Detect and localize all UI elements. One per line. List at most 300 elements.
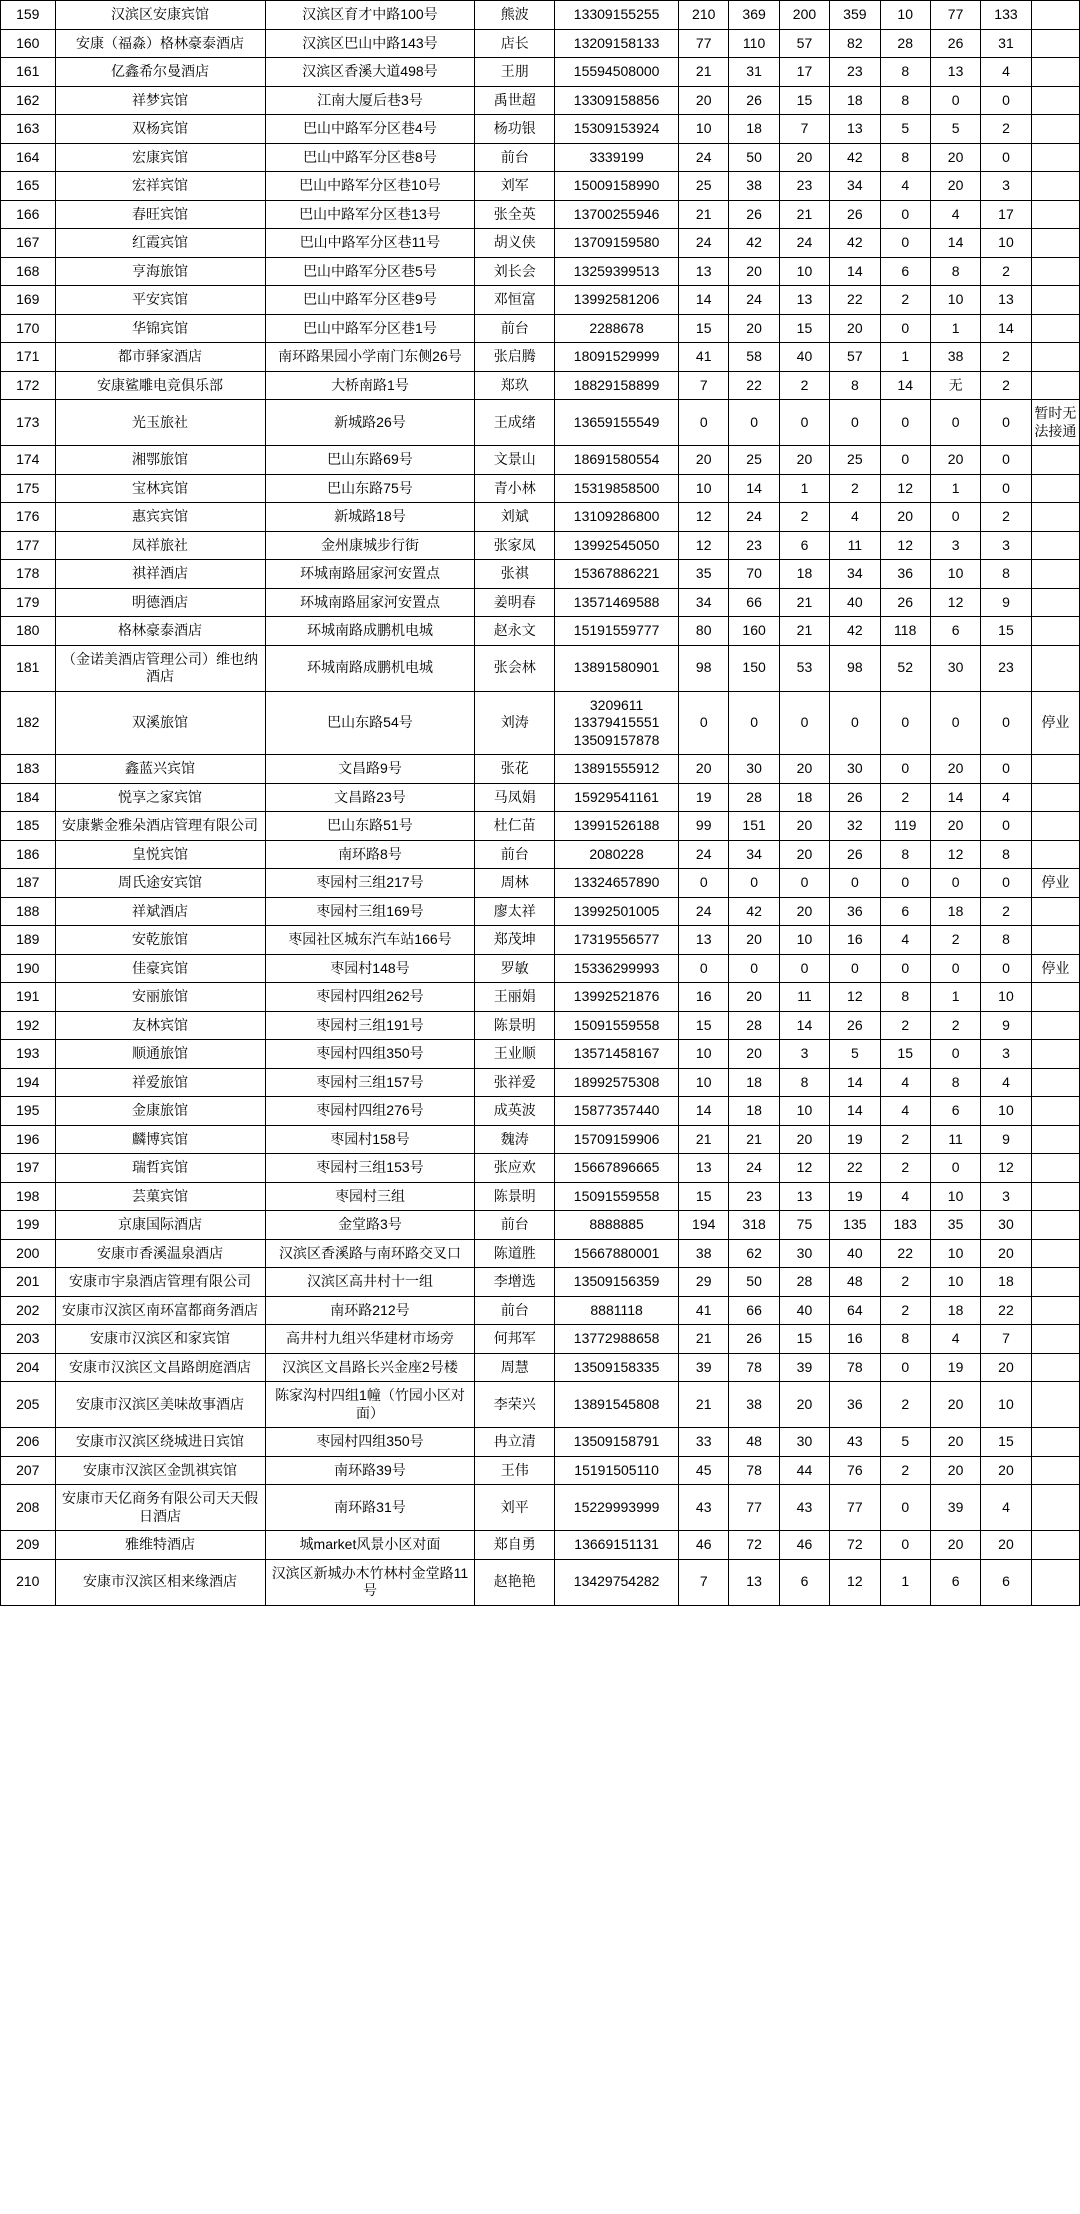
hotel-name: 惠宾宾馆: [55, 503, 265, 532]
metric-2: 0: [729, 400, 779, 446]
contact-phone: 13992501005: [555, 897, 679, 926]
contact-phone: 15709159906: [555, 1125, 679, 1154]
metric-5: 8: [880, 983, 930, 1012]
contact-phone: 13429754282: [555, 1559, 679, 1605]
hotel-address: 巴山东路75号: [265, 474, 475, 503]
hotel-name: 皇悦宾馆: [55, 840, 265, 869]
metric-4: 14: [830, 257, 880, 286]
row-index: 197: [1, 1154, 56, 1183]
contact-person: 陈道胜: [475, 1239, 555, 1268]
metric-3: 200: [779, 1, 829, 30]
hotel-name: 安康市汉滨区文昌路朗庭酒店: [55, 1353, 265, 1382]
metric-3: 23: [779, 172, 829, 201]
metric-7: 0: [981, 755, 1031, 784]
contact-person: 刘涛: [475, 691, 555, 755]
hotel-address: 巴山东路54号: [265, 691, 475, 755]
remark: [1031, 1559, 1079, 1605]
row-index: 200: [1, 1239, 56, 1268]
contact-phone: 13709159580: [555, 229, 679, 258]
row-index: 194: [1, 1068, 56, 1097]
metric-4: 0: [830, 954, 880, 983]
metric-6: 14: [930, 229, 980, 258]
metric-3: 43: [779, 1485, 829, 1531]
contact-phone: 13571469588: [555, 588, 679, 617]
metric-7: 9: [981, 588, 1031, 617]
row-index: 195: [1, 1097, 56, 1126]
metric-7: 8: [981, 840, 1031, 869]
metric-4: 43: [830, 1428, 880, 1457]
metric-6: 4: [930, 200, 980, 229]
metric-2: 26: [729, 86, 779, 115]
metric-1: 21: [679, 200, 729, 229]
table-row: [1, 1456, 1080, 1485]
hotel-name: 祥斌酒店: [55, 897, 265, 926]
metric-1: 21: [679, 58, 729, 87]
hotel-address: 城market风景小区对面: [265, 1531, 475, 1560]
metric-3: 10: [779, 926, 829, 955]
row-index: 169: [1, 286, 56, 315]
row-index: 171: [1, 343, 56, 372]
metric-2: 20: [729, 257, 779, 286]
metric-2: 66: [729, 588, 779, 617]
metric-2: 70: [729, 560, 779, 589]
metric-3: 0: [779, 954, 829, 983]
metric-7: 8: [981, 560, 1031, 589]
metric-5: 0: [880, 400, 930, 446]
contact-person: 陈景明: [475, 1182, 555, 1211]
metric-2: 25: [729, 446, 779, 475]
metric-3: 7: [779, 115, 829, 144]
metric-4: 82: [830, 29, 880, 58]
metric-4: 26: [830, 1011, 880, 1040]
row-index: 175: [1, 474, 56, 503]
metric-1: 19: [679, 783, 729, 812]
remark: [1031, 531, 1079, 560]
metric-4: 135: [830, 1211, 880, 1240]
table-row: [1, 926, 1080, 955]
row-index: 163: [1, 115, 56, 144]
metric-5: 0: [880, 446, 930, 475]
table-row: [1, 1531, 1080, 1560]
hotel-name: 安丽旅馆: [55, 983, 265, 1012]
remark: [1031, 812, 1079, 841]
metric-6: 14: [930, 783, 980, 812]
contact-person: 李荣兴: [475, 1382, 555, 1428]
metric-2: 24: [729, 1154, 779, 1183]
contact-phone: 3339199: [555, 143, 679, 172]
hotel-name: 佳豪宾馆: [55, 954, 265, 983]
hotel-address: 巴山中路军分区巷1号: [265, 314, 475, 343]
metric-7: 4: [981, 1485, 1031, 1531]
metric-6: 0: [930, 1040, 980, 1069]
metric-1: 13: [679, 1154, 729, 1183]
contact-phone: 15191505110: [555, 1456, 679, 1485]
hotel-name: 都市驿家酒店: [55, 343, 265, 372]
table-row: [1, 954, 1080, 983]
contact-person: 前台: [475, 143, 555, 172]
metric-6: 10: [930, 1239, 980, 1268]
table-row: [1, 1, 1080, 30]
table-row: [1, 343, 1080, 372]
metric-7: 15: [981, 617, 1031, 646]
contact-phone: 18691580554: [555, 446, 679, 475]
metric-4: 77: [830, 1485, 880, 1531]
remark: [1031, 1, 1079, 30]
row-index: 187: [1, 869, 56, 898]
row-index: 174: [1, 446, 56, 475]
hotel-address: 汉滨区高井村十一组: [265, 1268, 475, 1297]
remark: [1031, 1485, 1079, 1531]
metric-1: 10: [679, 1068, 729, 1097]
metric-7: 0: [981, 474, 1031, 503]
contact-person: 前台: [475, 1296, 555, 1325]
hotel-name: 光玉旅社: [55, 400, 265, 446]
metric-4: 4: [830, 503, 880, 532]
metric-5: 183: [880, 1211, 930, 1240]
contact-person: 马凤娟: [475, 783, 555, 812]
table-row: [1, 143, 1080, 172]
metric-5: 0: [880, 691, 930, 755]
table-row: [1, 617, 1080, 646]
metric-3: 57: [779, 29, 829, 58]
metric-1: 0: [679, 954, 729, 983]
hotel-name: 湘鄂旅馆: [55, 446, 265, 475]
metric-5: 0: [880, 1353, 930, 1382]
metric-2: 24: [729, 286, 779, 315]
row-index: 164: [1, 143, 56, 172]
row-index: 182: [1, 691, 56, 755]
contact-person: 王成绪: [475, 400, 555, 446]
metric-4: 36: [830, 897, 880, 926]
hotel-address: 枣园村四组276号: [265, 1097, 475, 1126]
hotel-name: 顺通旅馆: [55, 1040, 265, 1069]
metric-1: 99: [679, 812, 729, 841]
row-index: 170: [1, 314, 56, 343]
metric-4: 26: [830, 783, 880, 812]
row-index: 196: [1, 1125, 56, 1154]
metric-3: 20: [779, 897, 829, 926]
metric-2: 14: [729, 474, 779, 503]
table-row: [1, 371, 1080, 400]
contact-person: 廖太祥: [475, 897, 555, 926]
contact-phone: 13659155549: [555, 400, 679, 446]
contact-person: 刘军: [475, 172, 555, 201]
contact-person: 郑自勇: [475, 1531, 555, 1560]
remark: [1031, 172, 1079, 201]
metric-7: 6: [981, 1559, 1031, 1605]
row-index: 206: [1, 1428, 56, 1457]
table-row: [1, 86, 1080, 115]
metric-3: 20: [779, 143, 829, 172]
row-index: 188: [1, 897, 56, 926]
metric-5: 8: [880, 86, 930, 115]
metric-7: 2: [981, 371, 1031, 400]
metric-2: 38: [729, 1382, 779, 1428]
remark: [1031, 926, 1079, 955]
contact-person: 成英波: [475, 1097, 555, 1126]
metric-2: 151: [729, 812, 779, 841]
contact-phone: 13891555912: [555, 755, 679, 784]
metric-4: 36: [830, 1382, 880, 1428]
metric-6: 12: [930, 840, 980, 869]
metric-7: 8: [981, 926, 1031, 955]
contact-person: 刘斌: [475, 503, 555, 532]
table-row: [1, 1559, 1080, 1605]
metric-5: 2: [880, 1268, 930, 1297]
remark: [1031, 115, 1079, 144]
remark: [1031, 1011, 1079, 1040]
row-index: 192: [1, 1011, 56, 1040]
hotel-name: 安康（福淼）格林豪泰酒店: [55, 29, 265, 58]
contact-phone: 13991526188: [555, 812, 679, 841]
row-index: 207: [1, 1456, 56, 1485]
contact-person: 王朋: [475, 58, 555, 87]
metric-5: 2: [880, 1382, 930, 1428]
metric-3: 20: [779, 812, 829, 841]
metric-6: 35: [930, 1211, 980, 1240]
metric-3: 20: [779, 1382, 829, 1428]
remark: [1031, 474, 1079, 503]
row-index: 203: [1, 1325, 56, 1354]
metric-6: 1: [930, 983, 980, 1012]
metric-6: 6: [930, 617, 980, 646]
remark: [1031, 200, 1079, 229]
metric-5: 0: [880, 314, 930, 343]
row-index: 190: [1, 954, 56, 983]
metric-3: 20: [779, 840, 829, 869]
metric-5: 0: [880, 1531, 930, 1560]
row-index: 178: [1, 560, 56, 589]
metric-3: 12: [779, 1154, 829, 1183]
metric-7: 10: [981, 1382, 1031, 1428]
contact-phone: 13509158335: [555, 1353, 679, 1382]
hotel-address: 汉滨区育才中路100号: [265, 1, 475, 30]
contact-person: 王丽娟: [475, 983, 555, 1012]
metric-6: 20: [930, 446, 980, 475]
hotel-name: （金诺美酒店管理公司）维也纳酒店: [55, 645, 265, 691]
metric-1: 80: [679, 617, 729, 646]
metric-3: 28: [779, 1268, 829, 1297]
hotel-address: 汉滨区文昌路长兴金座2号楼: [265, 1353, 475, 1382]
contact-person: 文景山: [475, 446, 555, 475]
table-row: [1, 869, 1080, 898]
metric-5: 12: [880, 531, 930, 560]
table-row: [1, 1382, 1080, 1428]
metric-7: 0: [981, 812, 1031, 841]
table-row: [1, 755, 1080, 784]
hotel-name: 芸菓宾馆: [55, 1182, 265, 1211]
metric-1: 7: [679, 1559, 729, 1605]
contact-phone: 15667896665: [555, 1154, 679, 1183]
remark: [1031, 1154, 1079, 1183]
metric-7: 0: [981, 869, 1031, 898]
metric-3: 20: [779, 755, 829, 784]
metric-6: 0: [930, 503, 980, 532]
metric-7: 15: [981, 1428, 1031, 1457]
contact-phone: 13309158856: [555, 86, 679, 115]
remark: [1031, 86, 1079, 115]
metric-1: 77: [679, 29, 729, 58]
contact-person: 前台: [475, 1211, 555, 1240]
metric-5: 6: [880, 897, 930, 926]
row-index: 176: [1, 503, 56, 532]
contact-phone: 13992581206: [555, 286, 679, 315]
hotel-name: 安乾旅馆: [55, 926, 265, 955]
hotel-address: 汉滨区香溪大道498号: [265, 58, 475, 87]
table-row: [1, 531, 1080, 560]
remark: [1031, 617, 1079, 646]
metric-4: 8: [830, 371, 880, 400]
metric-4: 16: [830, 926, 880, 955]
table-row: [1, 1211, 1080, 1240]
contact-phone: 15091559558: [555, 1011, 679, 1040]
metric-6: 无: [930, 371, 980, 400]
hotel-name: 祺祥酒店: [55, 560, 265, 589]
table-row: [1, 286, 1080, 315]
table-row: [1, 400, 1080, 446]
contact-person: 张会林: [475, 645, 555, 691]
contact-person: 胡义侠: [475, 229, 555, 258]
metric-2: 26: [729, 200, 779, 229]
metric-5: 0: [880, 954, 930, 983]
contact-person: 杜仁苗: [475, 812, 555, 841]
contact-phone: 13992521876: [555, 983, 679, 1012]
remark: [1031, 286, 1079, 315]
metric-5: 0: [880, 200, 930, 229]
metric-4: 32: [830, 812, 880, 841]
contact-phone: 8888885: [555, 1211, 679, 1240]
hotel-address: 汉滨区新城办木竹林村金堂路11号: [265, 1559, 475, 1605]
metric-7: 0: [981, 954, 1031, 983]
metric-6: 6: [930, 1559, 980, 1605]
table-row: [1, 983, 1080, 1012]
remark: [1031, 897, 1079, 926]
metric-7: 12: [981, 1154, 1031, 1183]
metric-2: 34: [729, 840, 779, 869]
metric-7: 10: [981, 983, 1031, 1012]
metric-3: 6: [779, 531, 829, 560]
contact-phone: 13669151131: [555, 1531, 679, 1560]
row-index: 202: [1, 1296, 56, 1325]
remark: [1031, 343, 1079, 372]
metric-6: 11: [930, 1125, 980, 1154]
hotel-address: 巴山中路军分区巷4号: [265, 115, 475, 144]
metric-4: 16: [830, 1325, 880, 1354]
contact-phone: 18091529999: [555, 343, 679, 372]
hotel-name: 悦享之家宾馆: [55, 783, 265, 812]
remark: [1031, 1040, 1079, 1069]
row-index: 159: [1, 1, 56, 30]
contact-phone: 15336299993: [555, 954, 679, 983]
metric-3: 40: [779, 1296, 829, 1325]
metric-2: 50: [729, 1268, 779, 1297]
table-row: [1, 588, 1080, 617]
metric-1: 24: [679, 840, 729, 869]
metric-3: 18: [779, 560, 829, 589]
metric-1: 0: [679, 691, 729, 755]
hotel-name: 安康市汉滨区相来缘酒店: [55, 1559, 265, 1605]
metric-6: 20: [930, 1382, 980, 1428]
hotel-name: 祥爱旅馆: [55, 1068, 265, 1097]
metric-6: 0: [930, 1154, 980, 1183]
row-index: 205: [1, 1382, 56, 1428]
metric-1: 13: [679, 926, 729, 955]
metric-7: 7: [981, 1325, 1031, 1354]
metric-7: 4: [981, 1068, 1031, 1097]
table-row: [1, 474, 1080, 503]
metric-7: 0: [981, 143, 1031, 172]
metric-6: 3: [930, 531, 980, 560]
hotel-address: 环城南路成鹏机电城: [265, 645, 475, 691]
hotel-address: 环城南路成鹏机电城: [265, 617, 475, 646]
table-row: [1, 1011, 1080, 1040]
metric-6: 20: [930, 1531, 980, 1560]
hotel-address: 文昌路9号: [265, 755, 475, 784]
metric-6: 10: [930, 1182, 980, 1211]
remark: [1031, 1296, 1079, 1325]
metric-4: 78: [830, 1353, 880, 1382]
metric-4: 13: [830, 115, 880, 144]
hotel-address: 枣园村四组262号: [265, 983, 475, 1012]
row-index: 193: [1, 1040, 56, 1069]
contact-person: 郑茂坤: [475, 926, 555, 955]
metric-7: 13: [981, 286, 1031, 315]
metric-7: 4: [981, 58, 1031, 87]
metric-7: 2: [981, 115, 1031, 144]
metric-1: 0: [679, 400, 729, 446]
metric-3: 20: [779, 446, 829, 475]
contact-person: 郑玖: [475, 371, 555, 400]
metric-7: 0: [981, 691, 1031, 755]
hotel-name: 汉滨区安康宾馆: [55, 1, 265, 30]
metric-5: 6: [880, 257, 930, 286]
hotel-name: 平安宾馆: [55, 286, 265, 315]
row-index: 167: [1, 229, 56, 258]
metric-4: 42: [830, 143, 880, 172]
contact-person: 陈景明: [475, 1011, 555, 1040]
metric-6: 10: [930, 560, 980, 589]
contact-person: 店长: [475, 29, 555, 58]
metric-2: 38: [729, 172, 779, 201]
metric-6: 19: [930, 1353, 980, 1382]
metric-5: 4: [880, 1182, 930, 1211]
contact-phone: 13259399513: [555, 257, 679, 286]
table-row: [1, 691, 1080, 755]
metric-1: 38: [679, 1239, 729, 1268]
hotel-address: 枣园村三组157号: [265, 1068, 475, 1097]
metric-4: 14: [830, 1068, 880, 1097]
table-row: [1, 783, 1080, 812]
metric-2: 26: [729, 1325, 779, 1354]
contact-person: 魏涛: [475, 1125, 555, 1154]
metric-6: 8: [930, 257, 980, 286]
hotel-address: 枣园村148号: [265, 954, 475, 983]
table-row: [1, 840, 1080, 869]
metric-3: 11: [779, 983, 829, 1012]
metric-5: 2: [880, 1154, 930, 1183]
remark: [1031, 1456, 1079, 1485]
hotel-name: 春旺宾馆: [55, 200, 265, 229]
metric-4: 5: [830, 1040, 880, 1069]
metric-4: 0: [830, 691, 880, 755]
remark: [1031, 371, 1079, 400]
metric-5: 0: [880, 755, 930, 784]
contact-phone: 13309155255: [555, 1, 679, 30]
metric-2: 31: [729, 58, 779, 87]
hotel-name: 格林豪泰酒店: [55, 617, 265, 646]
remark: [1031, 1182, 1079, 1211]
row-index: 183: [1, 755, 56, 784]
